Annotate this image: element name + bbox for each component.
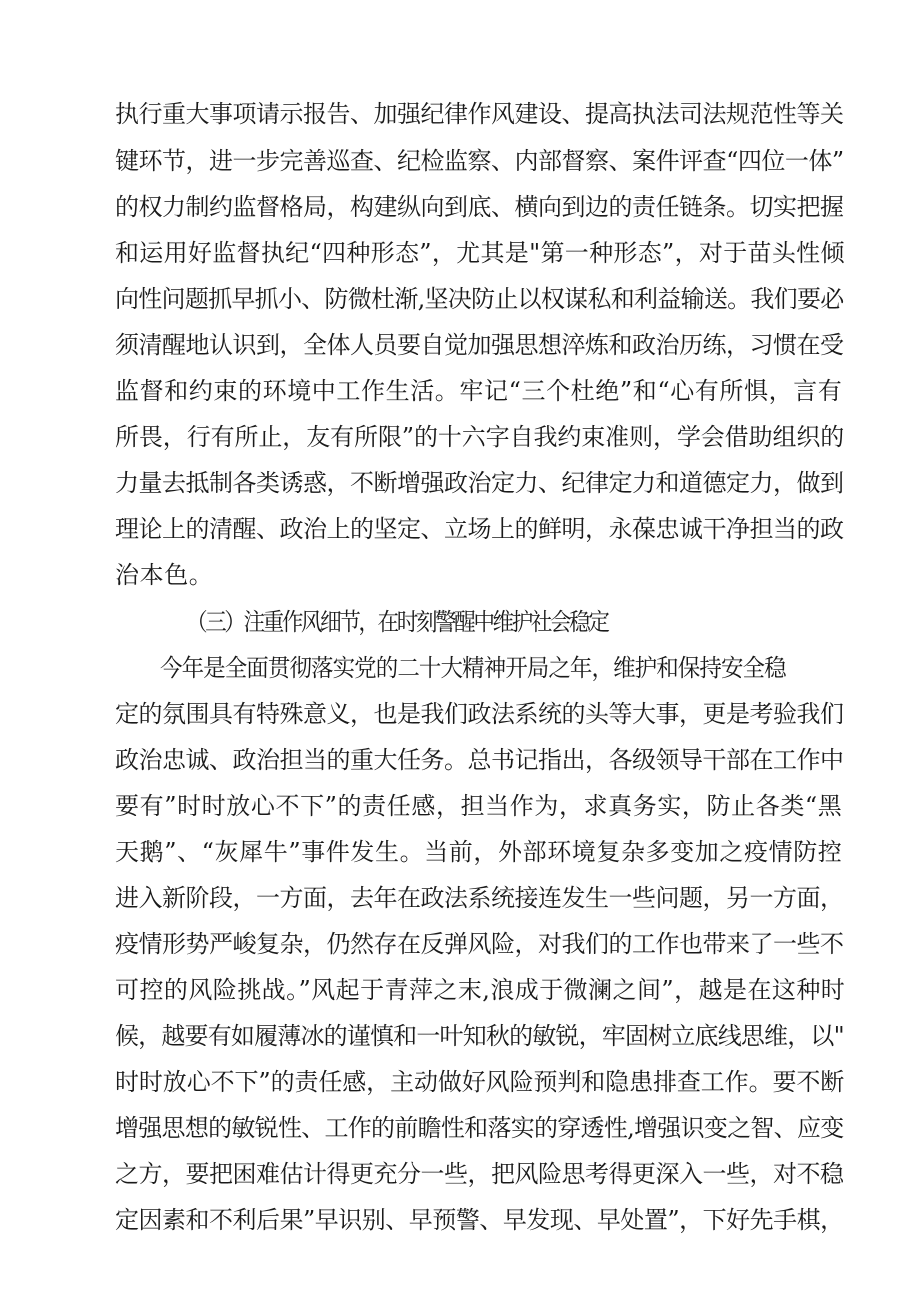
paragraph2-line: 政治忠诚、政治担当的重大任务。总书记指出，各级领导干部在工作中	[115, 746, 844, 774]
paragraph2-line: 定因素和不利后果”早识别、早预警、早发现、早处置”，下好先手棋，	[115, 1206, 844, 1234]
paragraph2-line: 天鹅”、“灰犀牛”事件发生。当前，外部环境复杂多变加之疫情防控	[115, 838, 843, 866]
paragraph2-line: 候，越要有如履薄冰的谨慎和一叶知秋的敏锐，牢固树立底线思维，以"	[115, 1022, 844, 1050]
paragraph1-line: 所畏，行有所止，友有所限”的十六字自我约束准则，学会借助组织的	[115, 423, 845, 451]
paragraph2-line: 可控的风险挑战。”风起于青萍之末,浪成于微澜之间”，越是在这种时	[115, 976, 846, 1004]
paragraph1-line: 键环节，进一步完善巡查、纪检监察、内部督察、案件评查“四位一体”	[115, 147, 844, 175]
paragraph1-line: 理论上的清醒、政治上的坚定、立场上的鲜明，永葆忠诚干净担当的政	[115, 515, 844, 543]
paragraph1-line: 的权力制约监督格局，构建纵向到底、横向到边的责任链条。切实把握	[115, 193, 844, 221]
paragraph1-line: 监督和约束的环境中工作生活。牢记“三个杜绝”和“心有所惧，言有	[115, 377, 843, 405]
paragraph2-line: 进入新阶段，一方面，去年在政法系统接连发生一些问题，另一方面，	[115, 884, 844, 912]
paragraph1-line: 须清醒地认识到，全体人员要自觉加强思想淬炼和政治历练，习惯在受	[115, 331, 844, 359]
paragraph2-line: 疫情形势严峻复杂，仍然存在反弹风险，对我们的工作也带来了一些不	[115, 930, 844, 958]
section-heading: （三）注重作风细节，在时刻警醒中维护社会稳定	[186, 608, 608, 636]
paragraph1-line: 和运用好监督执纪“四种形态”，尤其是"第一种形态”，对于苗头性倾	[115, 239, 845, 267]
paragraph2-line: 时时放心不下”的责任感，主动做好风险预判和隐患排查工作。要不断	[115, 1068, 845, 1096]
paragraph1-line: 向性问题抓早抓小、防微杜渐,坚决防止以权谋私和利益输送。我们要必	[115, 285, 844, 313]
paragraph2-line: 要有”时时放心不下”的责任感，担当作为，求真务实，防止各类“黑	[115, 792, 843, 820]
paragraph1-line: 执行重大事项请示报告、加强纪律作风建设、提高执法司法规范性等关	[115, 100, 844, 128]
paragraph2-line: 增强思想的敏锐性、工作的前瞻性和落实的穿透性,增强识变之智、应变	[115, 1114, 844, 1142]
paragraph1-line: 力量去抵制各类诱惑，不断增强政治定力、纪律定力和道德定力，做到	[115, 469, 844, 497]
paragraph2-line: 定的氛围具有特殊意义，也是我们政法系统的头等大事，更是考验我们	[115, 700, 844, 728]
paragraph2-line: 今年是全面贯彻落实党的二十大精神开局之年，维护和保持安全稳	[160, 654, 786, 682]
paragraph2-line: 之方，要把困难估计得更充分一些，把风险思考得更深入一些，对不稳	[115, 1160, 844, 1188]
paragraph1-line: 治本色。	[115, 561, 214, 589]
